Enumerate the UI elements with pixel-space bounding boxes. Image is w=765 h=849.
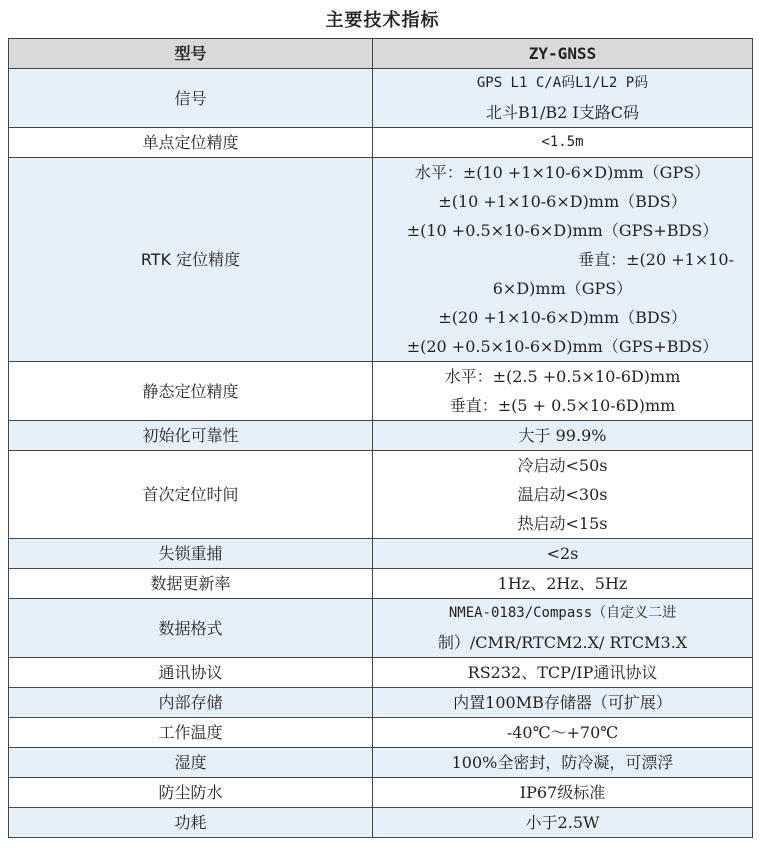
spec-value-line: 小于2.5W <box>525 813 600 832</box>
spec-value <box>373 658 753 688</box>
spec-value-line: 大于 99.9% <box>518 426 607 445</box>
spec-value-line: 100%全密封，防冷凝，可漂浮 <box>451 753 674 772</box>
spec-value <box>373 808 753 838</box>
table-row <box>9 158 753 362</box>
spec-value-line: RS232、TCP/IP通讯协议 <box>467 663 658 682</box>
spec-value-line: <2s <box>546 544 579 563</box>
spec-value-line: NMEA-0183/Compass（自定义二进 <box>448 605 677 621</box>
spec-value-line: 热启动<15s <box>517 514 608 533</box>
table-row <box>9 539 753 569</box>
table-row <box>9 718 753 748</box>
spec-value-line: 温启动<30s <box>517 485 608 504</box>
spec-value-line: 水平：±(2.5 +0.5×10-6D)mm <box>444 367 681 386</box>
spec-value-line: 垂直：±(20 +1×10- <box>578 250 734 269</box>
table-row <box>9 362 753 421</box>
spec-value-line: 制）/CMR/RTCM2.X/ RTCM3.X <box>437 633 688 652</box>
spec-value-line: 垂直：±(5 + 0.5×10-6D)mm <box>449 396 676 415</box>
spec-value-line: -40℃～+70℃ <box>506 723 619 742</box>
table-row <box>9 778 753 808</box>
table-header-row <box>9 39 753 69</box>
spec-label: 内部存储 <box>9 688 373 718</box>
spec-value <box>373 362 753 421</box>
spec-label: 信号 <box>9 69 373 128</box>
table-row <box>9 128 753 158</box>
table-row <box>9 69 753 128</box>
spec-value-line: 1Hz、2Hz、5Hz <box>497 574 628 593</box>
table-row <box>9 658 753 688</box>
spec-label: 数据格式 <box>9 599 373 658</box>
spec-value-line: 6×D)mm（GPS） <box>492 279 633 298</box>
spec-label: 通讯协议 <box>9 658 373 688</box>
table-row <box>9 688 753 718</box>
spec-value-line: GPS L1 C/A码L1/L2 P码 <box>476 75 649 91</box>
spec-value <box>373 69 753 128</box>
spec-value-line: ±(20 +1×10-6×D)mm（BDS） <box>438 308 687 327</box>
spec-value-line: ±(10 +1×10-6×D)mm（BDS） <box>438 192 687 211</box>
spec-value-line: ±(10 +0.5×10-6×D)mm（GPS+BDS） <box>406 221 719 240</box>
table-row <box>9 421 753 451</box>
spec-label: 防尘防水 <box>9 778 373 808</box>
spec-value <box>373 451 753 539</box>
spec-value <box>373 421 753 451</box>
spec-value <box>373 128 753 158</box>
spec-value-line: 冷启动<50s <box>517 456 608 475</box>
spec-value <box>373 718 753 748</box>
spec-value-line: 内置100MB存储器（可扩展） <box>453 693 672 712</box>
spec-label: 首次定位时间 <box>9 451 373 539</box>
spec-label: 功耗 <box>9 808 373 838</box>
spec-table-body <box>9 69 753 838</box>
document-title: 主要技术指标 <box>325 10 440 31</box>
spec-value-line: 水平：±(10 +1×10-6×D)mm（GPS） <box>414 163 711 182</box>
spec-label: 初始化可靠性 <box>9 421 373 451</box>
table-row <box>9 748 753 778</box>
spec-value <box>373 569 753 599</box>
spec-label: 数据更新率 <box>9 569 373 599</box>
spec-value <box>373 599 753 658</box>
spec-value-line: IP67级标准 <box>519 783 606 802</box>
spec-label: 失锁重捕 <box>9 539 373 569</box>
table-row <box>9 599 753 658</box>
spec-value <box>373 778 753 808</box>
spec-label: 单点定位精度 <box>9 128 373 158</box>
table-row <box>9 808 753 838</box>
spec-value-line: <1.5m <box>541 134 584 150</box>
header-model-label: 型号 <box>9 39 373 69</box>
spec-value <box>373 539 753 569</box>
spec-value-line: ±(20 +0.5×10-6×D)mm（GPS+BDS） <box>406 337 719 356</box>
spec-label: RTK 定位精度 <box>9 158 373 362</box>
spec-value-line: 北斗B1/B2 I支路C码 <box>486 103 639 122</box>
spec-label: 工作温度 <box>9 718 373 748</box>
spec-table <box>8 38 753 838</box>
spec-label: 静态定位精度 <box>9 362 373 421</box>
spec-label: 湿度 <box>9 748 373 778</box>
spec-value <box>373 158 753 362</box>
spec-value <box>373 688 753 718</box>
table-row <box>9 451 753 539</box>
spec-value <box>373 748 753 778</box>
table-row <box>9 569 753 599</box>
header-model-value: ZY-GNSS <box>373 39 753 69</box>
